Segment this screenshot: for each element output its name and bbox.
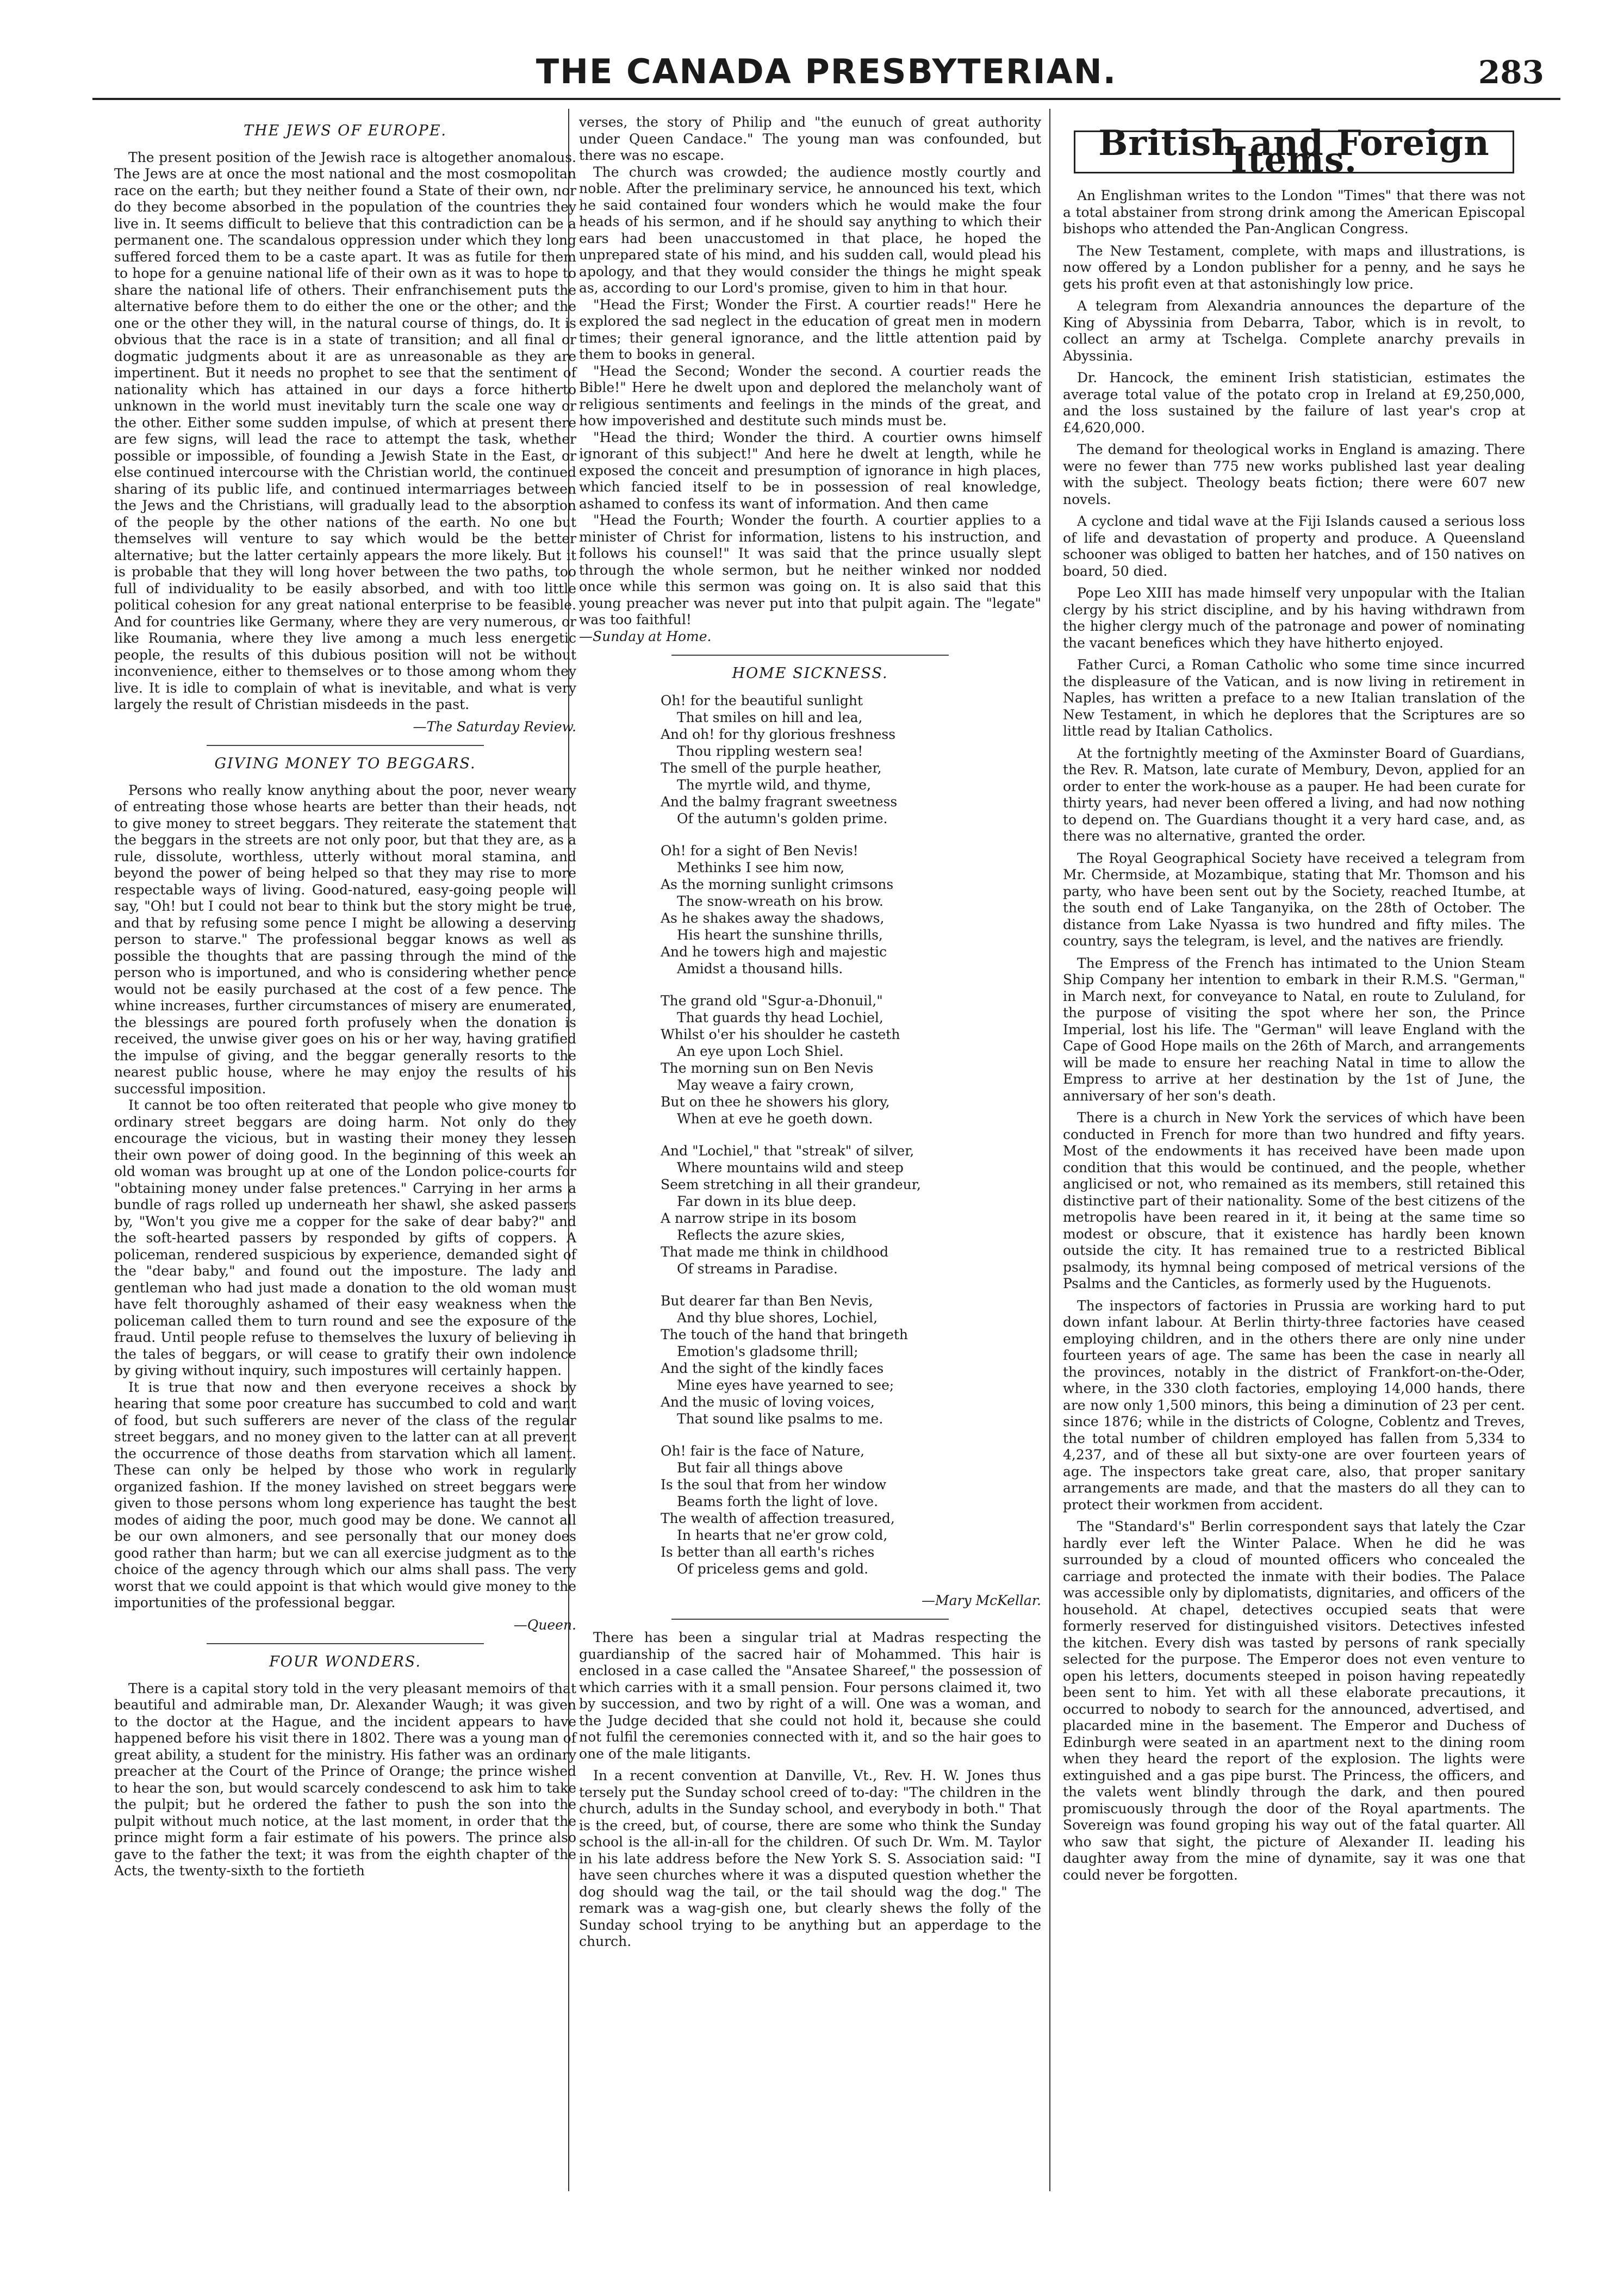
news-item: The "Standard's" Berlin correspondent says that lately the Czar hardly ever left the Winter Palace. When he did he was surrounded by a cloud of mounted officers who concealed the carriage and protected the inmate with their bodies. The Palace was accessible only by diplomatists, dignitaries, and officers of the household. At chapel, detectives occupied seats that were formerly reserved for distinguished visitors. Detectives infested the kitchen. Every dish was tasted by persons of rank specially selected for the purpose. The Emperor does not even venture to open his letters, documents steeped in poison having repeatedly been sent to him. Yet with all these elaborate precautions, it occurred to nobody to search for the announced, advertised, and placarded mine in the basement. The Emperor and Duchess of Edinburgh were seated in an apartment next to the dining room when they heard the report of the explosion. The lights were extinguished and a gas pipe burst. The Princess, the officers, and the valets went blindly through the dark, and then poured promiscuously through the door of the Royal apartments. The Sovereign was found groping his way out of the fatal quarter. All who saw that sight, the picture of Alexander II. leading his daughter away from the mine of dynamite, say it was one that could never be forgotten. xyxy=(1063,1519,1525,1883)
poem-line: But on thee he showers his glory, xyxy=(661,1093,890,1110)
poem-line: Where mountains wild and steep xyxy=(677,1159,904,1176)
poem-line: Oh! for a sight of Ben Nevis! xyxy=(661,842,858,859)
article-heading-jews-of-europe: THE JEWS OF EUROPE. xyxy=(243,122,447,139)
news-item: The demand for theological works in England is amazing. There were no fewer than 775 new works published last year dealing with the subject. Theology beats fiction; there were 607 new novels. xyxy=(1063,441,1525,507)
poem-line: May weave a fairy crown, xyxy=(677,1077,855,1093)
poem-line: Of the autumn's golden prime. xyxy=(677,810,888,826)
news-item: Pope Leo XIII has made himself very unpopular with the Italian clergy by his strict discipline, and by his having withdrawn from the higher clergy much of the patronage and power of nominating the vacant benefices which they have hitherto enjoyed. xyxy=(1063,585,1525,651)
news-item: The inspectors of factories in Prussia are working hard to put down infant labour. At Berlin thirty-three factories have ceased employing children, and in the others there are only nine under fourteen years of age. The same has been the case in nearly all the provinces, notably in the district of Frankfort-on-the-Oder, where, in the 330 cloth factories, employing 14,000 hands, there are now only 1,500 minors, this being a diminution of 23 per cent. since 1876; while in the districts of Cologne, Coblentz and Treves, the total number of children employed has fallen from 5,334 to 4,237, and of these all but sixty-one are over fourteen years of age. The inspectors take great care, also, that proper sanitary arrangements are made, and that the masters do all they can to protect their workmen from accident. xyxy=(1063,1297,1525,1513)
poem-line: The smell of the purple heather, xyxy=(661,760,882,776)
article-paragraph: It cannot be too often reiterated that people who give money to ordinary street beggars are doing harm. Not only do they encourage the vicious, but in wasting their money they lessen their own power of doing good. In the beginning of this week an old woman was brought up at one of the London police-courts for "obtaining money under false pretences." Carrying in her arms a bundle of rags rolled up underneath her shawl, she asked passers by, "Won't you give me a copper for the sake of dear baby?" and the soft-hearted passers by responded by gifts of coppers. A policeman, rendered suspicious by experience, demanded sight of the "dear baby," and found out the imposture. The lady and gentleman who had just made a donation to the old woman must have felt thoroughly ashamed of their easy weakness when the policeman called them to turn round and see the exposure of the fraud. Until people refuse to themselves the luxury of believing in the tales of beggars, or will cease to gratify their own indolence by giving without inquiry, such impostures will certainly happen. xyxy=(114,1097,576,1378)
article-paragraph: Persons who really know anything about the poor, never weary of entreating those whose hearts are better than their heads, not to give money to street beggars. They reiterate the statement that the beggars in the streets are not only poor, but that they are, as a rule, dissolute, worthless, utterly without moral stamina, and beyond the power of being helped so that they may rise to more respectable ways of living. Good-natured, easy-going people will say, "Oh! but I could not bear to think but the story might be true, and that by refusing some pence I might be allowing a deserving person to starve." The professional beggar knows as well as possible the thoughts that are passing through the mind of the person who is importuned, and who is considering whether pence would not be easily purchased at the cost of a few pence. The whine increases, further circumstances of misery are enumerated, the blessings are poured forth profusely when the donation is received, the unwise giver goes on his or her way, having gratified the impulse of giving, and the beggar generally resorts to the nearest public house, where he may enjoy the results of his successful imposition. xyxy=(114,782,576,1097)
poem-line: And he towers high and majestic xyxy=(661,943,887,960)
news-item: An Englishman writes to the London "Times" that there was not a total abstainer from strong drink among the American Episcopal bishops who attended the Pan-Anglican Congress. xyxy=(1063,188,1525,237)
poem-stanza xyxy=(661,1142,1041,1277)
news-item: There is a church in New York the services of which have been conducted in French for more than two hundred and fifty years. Most of the endowments it has received have been made upon condition that this would be continued, and the people, whether anglicised or not, who remained as its members, still retained this distinctive part of their nationality. Some of the best citizens of the metropolis have been reared in it, it being at the same time so modest or obscure, that it existence has hardly been known outside the city. It has remained true to a restricted Biblical psalmody, its hymnal being composed of metrical versions of the Psalms and the Canticles, as formerly used by the Huguenots. xyxy=(1063,1110,1525,1291)
poem-line: As he shakes away the shadows, xyxy=(661,910,885,926)
poem-line: Reflects the azure skies, xyxy=(677,1227,845,1243)
news-item: The Royal Geographical Society have received a telegram from Mr. Chermside, at Mozambique, stating that Mr. Thomson and his party, who have been sent out by the Society, reached Itumbe, at the south end of Lake Tanganyika, on the 28th of October. The distance from Lake Nyassa is two hundred and fifty miles. The country, says the telegram, is level, and the natives are friendly. xyxy=(1063,850,1525,949)
poem-stanza xyxy=(661,992,1041,1127)
poem-line: Beams forth the light of love. xyxy=(677,1493,879,1509)
poem-line: And the sight of the kindly faces xyxy=(661,1360,884,1376)
poem-line: His heart the sunshine thrills, xyxy=(677,926,883,943)
poem-line: Amidst a thousand hills. xyxy=(677,960,843,977)
column-middle xyxy=(579,114,1041,1950)
article-paragraph: The present position of the Jewish race is altogether anomalous. The Jews are at once the most national and the most cosmopolitan race on the earth; but they neither found a State of their own, nor do they become absorbed in the population of the countries they live in. It seems difficult to believe that this contradiction can be a permanent one. The scandalous oppression under which they long suffered forced them to be a caste apart. It was as futile for them to hope for a genuine national life of their own as it was to hope to share the national life of others. Their enfranchisement puts the alternative before them to do either the one or the other; and the one or the other they will, in the natural course of things, do. It is obvious that the race is in a state of transition; and all final or dogmatic judgments about it are as unreasonable as they are impertinent. But it needs no prophet to see that the sentiment of nationality which has attained in our days a force hitherto unknown in the world must inevitably turn the scale one way or the other. Either some sudden impulse, of which at present there are few signs, will lead the race to attempt the task, whether possible or impossible, of founding a Jewish State in the East, or else continued intercourse with the Christian world, the continued sharing of its public life, and continued intermarriages between the Jews and the Christians, will gradually lead to the absorption of the people by the other nations of the earth. No one but themselves will venture to say which would be the better alternative; but the latter certainly appears the more likely. But it is probable that they will long hover between the two paths, too full of individuality to be easily absorbed, and with too little political cohesion for any great national enterprise to be feasible. And for countries like Germany, where they are very numerous, or like Roumania, where they live among a much less energetic people, the results of this dubious position will not be without inconvenience, either to themselves or to those among whom they live. It is idle to complain of what is inevitable, and what is very largely the result of Christian misdeeds in the past. xyxy=(114,149,576,712)
poem-line: The snow-wreath on his brow. xyxy=(677,893,883,909)
poem-line: That made me think in childhood xyxy=(661,1243,889,1260)
column-right xyxy=(1063,114,1525,1889)
page-number: 283 xyxy=(1478,54,1544,91)
poem-author: —Mary McKellar. xyxy=(922,1592,1041,1608)
poem-line: Is the soul that from her window xyxy=(661,1476,887,1493)
poem-home-sickness xyxy=(661,692,1041,1577)
poem-line: Mine eyes have yearned to see; xyxy=(677,1377,894,1393)
article-source: —Sunday at Home. xyxy=(579,628,712,644)
section-divider xyxy=(671,655,949,656)
poem-line: The morning sun on Ben Nevis xyxy=(661,1060,874,1076)
poem-line: Far down in its blue deep. xyxy=(677,1193,857,1209)
poem-line: The myrtle wild, and thyme, xyxy=(677,776,872,793)
poem-stanza xyxy=(661,692,1041,827)
poem-line: As the morning sunlight crimsons xyxy=(661,876,894,892)
article-paragraph: "Head the Fourth; Wonder the fourth. A courtier applies to a minister of Christ for information, listens to his instruction, and follows his counsel!" It was said that the prince usually slept through the whole sermon, but he neither winked nor nodded once while this sermon was going on. It is also said that this young preacher was never put into that pulpit again. The "legate" was too faithful! xyxy=(579,512,1041,627)
news-item: Dr. Hancock, the eminent Irish statistician, estimates the average total value of the potato crop in Ireland at £9,250,000, and the loss sustained by the failure of last year's crop at £4,620,000. xyxy=(1063,370,1525,436)
poem-line: Emotion's gladsome thrill; xyxy=(677,1343,858,1359)
poem-line: And the balmy fragrant sweetness xyxy=(661,793,898,810)
poem-line: Thou rippling western sea! xyxy=(677,743,863,759)
section-divider xyxy=(671,1619,949,1620)
article-paragraph: "Head the third; Wonder the third. A courtier owns himself ignorant of this subject!" And here he dwelt at length, while he exposed the conceit and presumption of ignorance in high places, which fancied itself to be in possession of real knowledge, ashamed to confess its want of information. And then came xyxy=(579,429,1041,512)
poem-line: A narrow stripe in its bosom xyxy=(661,1210,857,1226)
column-divider xyxy=(1049,109,1050,2191)
section-divider xyxy=(207,745,484,746)
poem-line: The wealth of affection treasured, xyxy=(661,1510,895,1526)
poem-line: But dearer far than Ben Nevis, xyxy=(661,1292,873,1309)
news-item: The New Testament, complete, with maps and illustrations, is now offered by a London publisher for a penny, and he says he gets his profit even at that astonishingly low price. xyxy=(1063,242,1525,292)
poem-line: The touch of the hand that bringeth xyxy=(661,1326,909,1342)
article-paragraph: There is a capital story told in the very pleasant memoirs of that beautiful and admirable man, Dr. Alexander Waugh; it was given to the doctor at the Hague, and the incident appears to have happened before his visit there in 1802. There was a young man of great ability, a student for the ministry. His father was an ordinary preacher at the Court of the Prince of Orange; the prince wished to hear the son, but would scarcely condescend to ask him to take the pulpit; but he ordered the father to push the son into the pulpit without much notice, at the last moment, in order that the prince might form a fair estimate of his powers. The prince also gave to the father the text; it was from the eighth chapter of the Acts, the twenty-sixth to the fortieth xyxy=(114,1680,576,1879)
article-paragraph: The church was crowded; the audience mostly courtly and noble. After the preliminary service, he announced his text, which he said contained four wonders which he would make the four heads of his sermon, and if he should say anything to which their ears had been unaccustomed in that place, he hoped the unprepared state of his mind, and his sudden call, would plead his apology, and that they would consider the things he might speak as, according to our Lord's promise, given to him in that hour. xyxy=(579,164,1041,296)
poem-stanza xyxy=(661,1442,1041,1577)
article-heading-giving-money: GIVING MONEY TO BEGGARS. xyxy=(214,755,476,772)
poem-line: And the music of loving voices, xyxy=(661,1394,875,1410)
poem-line: That sound like psalms to me. xyxy=(677,1410,883,1427)
poem-line: Seem stretching in all their grandeur, xyxy=(661,1176,921,1192)
article-source: —Queen. xyxy=(513,1616,576,1633)
column-left xyxy=(114,114,576,1880)
poem-line: Of streams in Paradise. xyxy=(677,1260,838,1277)
news-item: Father Curci, a Roman Catholic who some time since incurred the displeasure of the Vatican, and is now living in retirement in Naples, has written a preface to a new Italian translation of the New Testament, in which he deplores that the Scriptures are so little read by Italian Catholics. xyxy=(1063,657,1525,739)
poem-line: Of priceless gems and gold. xyxy=(677,1560,869,1577)
article-source: —The Saturday Review. xyxy=(413,718,576,735)
poem-line: Methinks I see him now, xyxy=(677,859,845,875)
section-title-british-foreign-items: British and Foreign Items. xyxy=(1074,130,1514,173)
news-item-danville: In a recent convention at Danville, Vt., Rev. H. W. Jones thus tersely put the Sunday school creed of to-day: "The children in the church, adults in the Sunday school, and everybody in both." That is the creed, but, of course, there are some who think the Sunday school is the all-in-all for the children. Of such Dr. Wm. M. Taylor in his late address before the New York S. S. Association said: "I have seen churches where it was a disputed question whether the dog should wag the tail, or the tail should wag the dog." The remark was a wag-gish one, but clearly shews the folly of the Sunday school trying to be anything but an apperdage to the church. xyxy=(579,1768,1041,1949)
article-paragraph: "Head the Second; Wonder the second. A courtier reads the Bible!" Here he dwelt upon and deplored the melancholy want of religious sentiments and feelings in the minds of the great, and how impoverished and destitute such minds must be. xyxy=(579,363,1041,428)
poem-line: And "Lochiel," that "streak" of silver, xyxy=(661,1142,914,1159)
poem-line: Oh! for the beautiful sunlight xyxy=(661,692,863,708)
article-paragraph: verses, the story of Philip and "the eunuch of great authority under Queen Candace." The young man was confounded, but there was no escape. xyxy=(579,114,1041,163)
poem-line: That guards thy head Lochiel, xyxy=(677,1009,883,1025)
poem-stanza xyxy=(661,1292,1041,1427)
news-items-list xyxy=(1063,188,1525,1883)
masthead-title: THE CANADA PRESBYTERIAN. xyxy=(536,52,1117,91)
poem-line: Oh! fair is the face of Nature, xyxy=(661,1442,865,1459)
poem-line: An eye upon Loch Shiel. xyxy=(677,1043,844,1059)
news-item-madras: There has been a singular trial at Madras respecting the guardianship of the sacred hair of Mohammed. This hair is enclosed in a case called the "Ansatee Shareef," the possession of which carries with it a small pension. Four persons claimed it, two by succession, and two by right of a will. One was a woman, and the Judge decided that she could not hold it, because she could not fulfil the ceremonies connected with it, and so the hair goes to one of the male litigants. xyxy=(579,1630,1041,1762)
section-divider xyxy=(207,1643,484,1644)
poem-line: When at eve he goeth down. xyxy=(677,1110,873,1127)
news-item: A cyclone and tidal wave at the Fiji Islands caused a serious loss of life and devastation of property and produce. A Queensland schooner was obliged to batten her hatches, and of 150 natives on board, 50 died. xyxy=(1063,513,1525,579)
news-item: The Empress of the French has intimated to the Union Steam Ship Company her intention to embark in their R.M.S. "German," in March next, for conveyance to Natal, en route to Zululand, for the purpose of visiting the spot where her son, the Prince Imperial, lost his life. The "German" will leave England with the Cape of Good Hope mails on the 26th of March, and arrangements will be made to ensure her reaching Natal in time to allow the Empress to arrive at her destination by the 1st of June, the anniversary of her son's death. xyxy=(1063,955,1525,1104)
poem-line: And oh! for thy glorious freshness xyxy=(661,726,896,742)
poem-line: In hearts that ne'er grow cold, xyxy=(677,1527,888,1543)
poem-line: The grand old "Sgur-a-Dhonuil," xyxy=(661,992,883,1009)
article-paragraph: "Head the First; Wonder the First. A courtier reads!" Here he explored the sad neglect in the education of great men in modern times; their general ignorance, and the little attention paid by them to books in general. xyxy=(579,296,1041,362)
page-header xyxy=(92,52,1560,111)
news-item: At the fortnightly meeting of the Axminster Board of Guardians, the Rev. R. Matson, late curate of Membury, Devon, applied for an order to enter the work-house as a pauper. He had been curate for thirty years, had never been offered a living, and had now nothing to depend on. The Guardians thought it a very hard case, and, as there was no alternative, granted the order. xyxy=(1063,745,1525,844)
header-rule xyxy=(92,98,1560,100)
poem-line: Whilst o'er his shoulder he casteth xyxy=(661,1026,900,1042)
poem-line: And thy blue shores, Lochiel, xyxy=(677,1309,878,1326)
poem-heading: HOME SICKNESS. xyxy=(732,665,888,682)
poem-line: But fair all things above xyxy=(677,1459,843,1476)
article-heading-four-wonders: FOUR WONDERS. xyxy=(269,1653,421,1670)
article-paragraph: It is true that now and then everyone receives a shock by hearing that some poor creature has succumbed to cold and want of food, but such sufferers are never of the class of the regular street beggars, and no money given to the latter can at all prevent the occurrence of those deaths from starvation which all lament. These can only be helped by those who work in regularly organized fashion. If the money lavished on street beggars were given to those persons whom long experience has taught the best modes of aiding the poor, much good may be done. We cannot all be our own almoners, and see personally that our money does good rather than harm; but we can all exercise judgment as to the choice of the agency through which our alms shall pass. The very worst that we could appoint is that which would give money to the importunities of the professional beggar. xyxy=(114,1379,576,1610)
poem-line: Is better than all earth's riches xyxy=(661,1544,875,1560)
poem-line: That smiles on hill and lea, xyxy=(677,709,863,725)
news-item: A telegram from Alexandria announces the departure of the King of Abyssinia from Debarra, Tabor, which is in revolt, to collect an army at Tschelga. Complete anarchy prevails in Abyssinia. xyxy=(1063,298,1525,364)
poem-stanza xyxy=(661,842,1041,977)
